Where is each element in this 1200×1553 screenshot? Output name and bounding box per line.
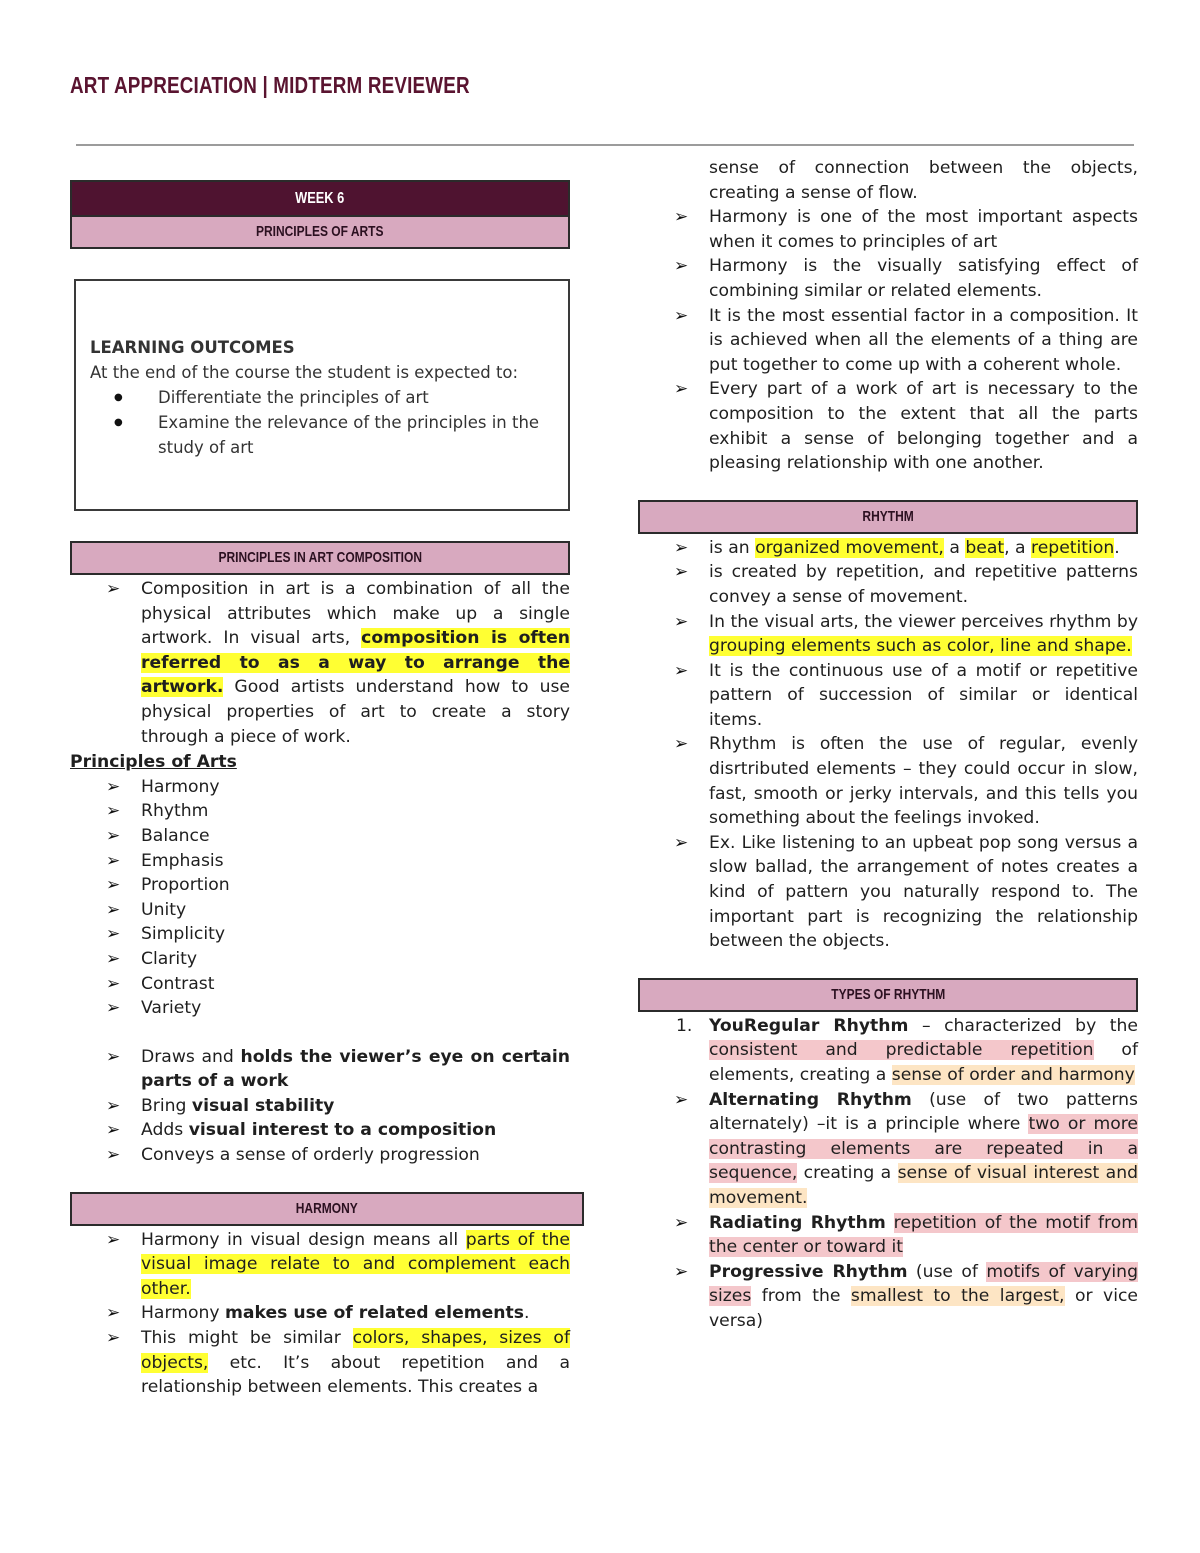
list-item: ● Differentiate the principles of art (158, 385, 552, 410)
list-item: ➢ Composition in art is a combination of all the physical attributes which make up a single artwork. In visual arts, composition is often referred to as a way to arrange the artwork. Good artists understand how to use physical properties of art to create a story through a piece of work. (141, 577, 570, 749)
list-item: ➢ It is the continuous use of a motif or repetitive pattern of succession of similar or identical items. (709, 659, 1138, 733)
list-item: ➢ Harmony in visual design means all parts of the visual image relate to and complement each other. (141, 1228, 570, 1302)
week-box (70, 180, 570, 249)
document-header-title: ART APPRECIATION | MIDTERM REVIEWER (70, 72, 470, 98)
week-label: WEEK 6 (70, 180, 570, 215)
learning-outcomes-intro: At the end of the course the student is expected to: (90, 363, 519, 382)
list-item: ➢ Clarity (141, 947, 570, 972)
types-of-rhythm-list (638, 1014, 1138, 1334)
list-item: ➢ Rhythm is often the use of regular, evenly disrtributed elements – they could occur in slow, fast, smooth or jerky intervals, and this tells you something about the feelings invoked. (709, 732, 1138, 830)
harmony-list-left (70, 1228, 570, 1400)
list-item: ➢ In the visual arts, the viewer perceives rhythm by grouping elements such as color, line and shape. (709, 610, 1138, 659)
list-item: ➢ Variety (141, 996, 570, 1021)
list-item: ➢ Draws and holds the viewer’s eye on certain parts of a work (141, 1045, 570, 1094)
list-item: ● Examine the relevance of the principles in the study of art (158, 410, 552, 460)
learning-outcomes-list (90, 385, 552, 460)
learning-outcomes-title: LEARNING OUTCOMES (90, 338, 295, 357)
harmony-list-right (638, 205, 1138, 476)
list-item: ➢ is an organized movement, a beat, a repetition. (709, 536, 1138, 561)
list-item: ➢ is created by repetition, and repetitive patterns convey a sense of movement. (709, 560, 1138, 609)
list-item: 1. YouRegular Rhythm – characterized by the consistent and predictable repetition of elements, creating a sense of order and harmony (676, 1015, 1139, 1085)
types-bullets (638, 1088, 1138, 1334)
section-heading-types-of-rhythm: TYPES OF RHYTHM (638, 978, 1138, 1012)
list-item: ➢ Contrast (141, 972, 570, 997)
list-item: ➢ Unity (141, 898, 570, 923)
list-item: ➢ Conveys a sense of orderly progression (141, 1143, 570, 1168)
list-item: ➢ Balance (141, 824, 570, 849)
list-item: ➢ Proportion (141, 873, 570, 898)
list-item: ➢ Emphasis (141, 849, 570, 874)
list-item: ➢ This might be similar colors, shapes, sizes of objects, etc. It’s about repetition and a relationship between elements. This creates a (141, 1326, 570, 1400)
list-item: ➢ It is the most essential factor in a composition. It is achieved when all the elements of a thing are put together to come up with a coherent whole. (709, 304, 1138, 378)
purpose-list (70, 1045, 570, 1168)
composition-list (70, 577, 570, 749)
list-item: ➢ Harmony (141, 775, 570, 800)
left-column (70, 180, 570, 1400)
header-divider (76, 144, 1134, 146)
list-item: ➢ Every part of a work of art is necessary to the composition to the extent that all the parts exhibit a sense of belonging together and a pleasing relationship with one another. (709, 377, 1138, 475)
list-item: ➢ Harmony makes use of related elements. (141, 1301, 570, 1326)
section-heading-harmony: HARMONY (70, 1192, 584, 1226)
principles-list (70, 775, 570, 1021)
list-item: ➢ Harmony is the visually satisfying effect of combining similar or related elements. (709, 254, 1138, 303)
learning-outcomes-box (74, 279, 570, 511)
list-item: ➢ Rhythm (141, 799, 570, 824)
principles-title: Principles of Arts (70, 752, 237, 773)
list-item: ➢ Simplicity (141, 922, 570, 947)
section-heading-rhythm: RHYTHM (638, 500, 1138, 534)
list-item: ➢ Harmony is one of the most important aspects when it comes to principles of art (709, 205, 1138, 254)
list-item: ➢ Ex. Like listening to an upbeat pop song versus a slow ballad, the arrangement of notes creates a kind of pattern you naturally respond to. The important part is recognizing the relationship between the objects. (709, 831, 1138, 954)
rhythm-list (638, 536, 1138, 954)
harmony-continued-text: sense of connection between the objects, creating a sense of flow. (709, 158, 1138, 203)
right-column (638, 156, 1138, 1334)
list-item: ➢ Radiating Rhythm repetition of the motif from the center or toward it (709, 1211, 1138, 1260)
list-item: ➢ Alternating Rhythm (use of two patterns alternately) –it is a principle where two or more contrasting elements are repeated in a sequence, creating a sense of visual interest and movement. (709, 1088, 1138, 1211)
list-item: ➢ Bring visual stability (141, 1094, 570, 1119)
week-topic: PRINCIPLES OF ARTS (70, 215, 570, 249)
list-item: ➢ Progressive Rhythm (use of motifs of varying sizes from the smallest to the largest, or vice versa) (709, 1260, 1138, 1334)
section-heading-composition: PRINCIPLES IN ART COMPOSITION (70, 541, 570, 575)
list-item: ➢ Adds visual interest to a composition (141, 1118, 570, 1143)
